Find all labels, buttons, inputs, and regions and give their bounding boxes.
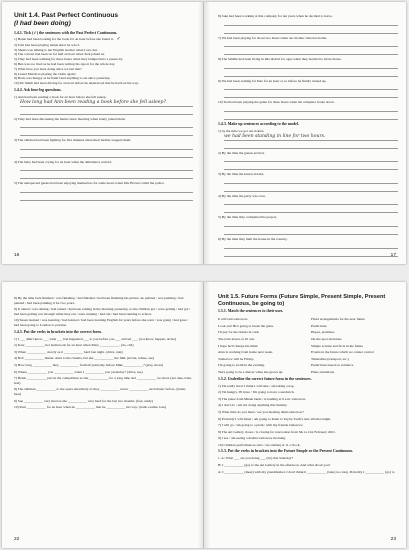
sentence-line: A: I ___________ (meet) with my grandmother. I don't think it ___________ (take) too long. Probably I ___________ (go) to	[218, 469, 395, 474]
answer-line	[224, 142, 398, 149]
sentence-line: 10) Paul ___________ for an hour when he ___________ that he ___________ his way. (walk, realise, lose)	[14, 405, 167, 410]
sentence-line: I'm going to swim in the evening.	[218, 363, 266, 368]
sentence-line: It will rain tomorrow.	[218, 317, 249, 322]
exercise-title: 1.4.3. Make up sentences according to the model.	[218, 121, 299, 126]
sentence-line: Simple actions and facts in the future	[311, 343, 364, 348]
page-number: 16	[14, 253, 20, 258]
exercise-2-list	[14, 95, 193, 201]
sentence-line: Look out! He's going to break the glass.	[218, 323, 274, 328]
sentence-line: 5) They had been walking for three hours when they bumped into a passer-by.	[14, 57, 124, 62]
sentence-line: 7) What have you been doing since we last met?	[14, 66, 82, 71]
sentence-line: 10) Susan learned / was learning / had learned / had been learning English for years before she went / was going / had gone / had been going to London to practise.	[14, 318, 189, 327]
sentence-line: 1) Helen had been looking for the book for an hour before she found it. ✓	[14, 37, 121, 42]
exercise-title: 1.5.2. Underline the correct future form in the sentences.	[218, 376, 312, 381]
sentence-line: 9) It rained / was raining / had rained / had been raining in the morning yesterday, so the children got / were getting / had got / had been getting wet through while they ran / were running / had run / had been running to school.	[14, 307, 191, 316]
sentence-line: 3) When ___________ slowly as it ___________ hard last night. (drive, rain)	[14, 349, 123, 354]
exercise-title: 1.5.3. Put the verbs in brackets into the Future Simple or the Present Continuous.	[218, 449, 353, 454]
answer-line	[224, 177, 398, 184]
page-number: 23	[390, 537, 396, 542]
unit-title: Unit 1.5. Future Forms (Future Simple, Present Simple, Present Continuous, be going to)	[218, 294, 386, 307]
answer-line	[20, 172, 193, 179]
answer-line: we had been standing in line for two hours.	[224, 134, 398, 141]
exercise-1-list	[14, 37, 193, 86]
sentence-line: 9) We had been waiting for Pete for an hour or so before he finally turned up.	[218, 78, 327, 83]
sentence-line: 1) I ___ didn't know ___ what ___ had happened ___ to you before you ___ arrived ___. (not know, happen, arrive)	[14, 336, 177, 341]
sentence-line: 2) Tom had been playing tennis since he was 5.	[14, 42, 81, 47]
answer-line	[224, 91, 398, 98]
answer-line	[224, 220, 398, 227]
sentence-line: The train leaves at 10 a.m.	[218, 336, 256, 341]
book-spread-top	[2, 2, 406, 264]
sentence-line: I'll pay for the tickets in cash.	[218, 330, 260, 335]
sentence-line: 8) The Smiths had been living in this district for ages when they decided to move house.	[218, 57, 342, 62]
sentence-line: Predictions based on evidence	[311, 363, 354, 368]
sentence-line: B: I ___________ (go) to the Art Gallery in the afternoon. And what about you?	[218, 463, 331, 468]
exercise-title: 1.4.5. Put the verbs in brackets into the correct form.	[14, 329, 102, 334]
sentence-line: 8) Lionel Martin is playing the violin again!	[14, 71, 76, 76]
sentence-line: 8) By the time Jack finished / was finishing / had finished / had been finishing his picture, he painted / was painting / had painted / had been painting it for two years.	[14, 296, 184, 305]
answer-line	[224, 250, 398, 257]
sentence-line: 6) Probably I will listen / am going to listen to Taylor Swift's new album tonight.	[218, 416, 332, 421]
sentence-line: 8) Jake had been working at this company for ten years when he decided to leave.	[218, 14, 333, 18]
answer-line	[224, 62, 398, 69]
answer-line	[224, 163, 398, 170]
sentence-line: 8) The children ___________ to the opera attentively as they ___________ never ___________ such music before. (listen, hear)	[14, 387, 186, 396]
answer-line	[224, 70, 398, 77]
sentence-line: 3) The plane from Minsk lands / is landing at 9 a.m. tomorrow.	[218, 396, 307, 401]
book-spread-bottom	[2, 282, 406, 548]
answer-line	[224, 113, 398, 120]
sentence-line: 1) I'm really tired. I think I will take / am taking a nap.	[218, 383, 295, 388]
question-text: 4) The baby had been crying for an hour when the ambulance arrived.	[14, 159, 112, 164]
match-left-column	[218, 315, 305, 374]
page-number: 17	[390, 253, 396, 258]
sentence-line: 4) I don't do / am not doing anything this Sunday.	[218, 403, 288, 408]
exercise-3-list	[218, 456, 398, 474]
answer-line: How long had Ann been reading a book before she fell asleep?	[20, 100, 193, 107]
question-text: 2) By the time the guests arrived,	[218, 150, 265, 155]
sentence-line: She's going to be a dancer when she grows up.	[218, 369, 284, 374]
answer-line	[20, 194, 193, 201]
sentence-line: Plans, intentions	[311, 369, 335, 374]
exercise-5-list	[14, 337, 193, 410]
answer-line	[224, 105, 398, 112]
exercise-continued-list	[218, 14, 398, 120]
question-text: 3) The children had been fighting for five minutes when their mother stopped them.	[14, 138, 132, 143]
answer-line	[20, 186, 193, 193]
sentence-line: Tomorrow will be Friday.	[218, 356, 254, 361]
sentence-line: 6) Where ___________ you ___________ when I ___________ you yesterday? (drive, see)	[14, 369, 143, 374]
sentence-line: On-the-spot decisions	[311, 336, 342, 341]
sentence-line: Fixed arrangements for the near future	[311, 317, 365, 322]
exercise-title: 1.5.1. Match the sentences to their uses.	[218, 309, 284, 314]
exercise-continued-list	[14, 296, 193, 328]
sentence-line: 10) Mr Smith had been driving for an hour before he understood that he had lost his way.	[14, 81, 139, 86]
answer-line	[224, 27, 398, 34]
sentence-line: 1. A: What ___ are you doing ___ (do) this Saturday?	[218, 456, 294, 461]
page-number: 22	[14, 537, 20, 542]
sentence-line: 2) I'm hungry. I'll have / I'm going to have a sandwich.	[218, 390, 295, 395]
sentence-line: Predictions	[311, 323, 327, 328]
answer-line	[224, 242, 398, 249]
answer-line	[224, 40, 398, 47]
sentence-line: 3) Sheila was talking to her English teacher when I saw her.	[14, 47, 98, 52]
page-22	[2, 282, 204, 548]
match-columns	[218, 315, 398, 374]
exercise-2-list	[218, 384, 398, 448]
question-text: 6) By the time they built the house in the country,	[218, 236, 288, 241]
answer-line	[20, 121, 193, 128]
question-text: 5) By the time they completed the project,	[218, 215, 278, 220]
unit-subtitle: (I had been doing)	[14, 20, 71, 27]
sentence-line: 7) I will go / am going to a picnic with my friends tomorrow.	[218, 423, 304, 428]
sentence-line: 7) Helen ___________ part in the competition as she ___________ for a long time and ___________ too tired. (not take, train, feel)	[14, 376, 192, 385]
answer-line	[224, 228, 398, 235]
match-right-column	[311, 315, 398, 374]
sentence-line: 2) Kate ___________ her homework for an hour when Mary ___________. (do, call)	[14, 343, 134, 348]
sentence-line: 5) What time do you meet / are you meeting them tomorrow?	[218, 409, 304, 414]
question-text: 3) By the time the lesson started,	[218, 172, 264, 177]
exercise-3-list	[218, 129, 398, 257]
sentence-line: Events in the future which we cannot control	[311, 350, 374, 355]
sentence-line: 6) Ben was too tired as he had been writing his report for the whole day.	[14, 61, 116, 66]
answer-line	[20, 143, 193, 150]
sentence-line: I hope he'll change his mind.	[218, 343, 259, 348]
sentence-line: 9) Boris was hungry as he hadn't had anything to eat since yesterday.	[14, 76, 111, 81]
check-mark: ✓	[116, 37, 121, 42]
answer-line	[224, 206, 398, 213]
sentence-line: 8) The Art Gallery closes / is closing for renovation from 5th to 21st February 2021.	[218, 429, 336, 434]
exercise-title: 1.4.1. Tick (✓) the sentences with the Past Perfect Continuous.	[14, 31, 118, 35]
question-text: 1) Ann had been reading a book for an hour before she fell asleep.	[14, 94, 107, 99]
page-17	[204, 2, 406, 264]
answer-line	[20, 164, 193, 171]
answer-line	[20, 108, 193, 115]
question-text: 4) By the time the party was over,	[218, 193, 266, 198]
answer-line	[224, 155, 398, 162]
question-text: 5) The unexpected guests had been enjoying themselves for some hours when Mrs Brown called the police.	[14, 181, 165, 186]
answer-line	[224, 48, 398, 55]
page-23	[204, 282, 406, 548]
sentence-line: 7) We had been playing for about two hours when our mother called us home.	[218, 35, 328, 40]
sentence-line: 4) Bob ___________ dinner. Aunt to the cinema, but she ___________ the film. (invite, refuse, see)	[14, 356, 154, 361]
question-text: 2) They had been discussing the matter since morning when Jenny joined them.	[14, 116, 126, 121]
sentence-line: Alan is working from home next week.	[218, 350, 273, 355]
question-text: 1) by the time we got our tickets,	[218, 128, 265, 133]
sentence-line: Hopes, promises	[311, 330, 335, 335]
answer-line	[224, 19, 398, 26]
answer-line	[20, 151, 193, 158]
unit-title: Unit 1.4. Past Perfect Continuous	[14, 12, 119, 19]
sentence-line: 10) Ted had been playing the game for three hours when his computer broke down.	[218, 100, 335, 105]
sentence-line: 4) The concert had been on for half an hour when Jack joined us.	[14, 52, 105, 57]
sentence-line: 5) How long ___________ they ___________ football yesterday before Mike ___________? (play, move)	[14, 362, 164, 367]
sentence-line: 9) Sue ___________ very tired as she ___________ very hard for the last two months. (feel, study)	[14, 398, 154, 403]
sentence-line: 10) Children performances start / are starting at 11 o'clock.	[218, 442, 301, 447]
exercise-title: 1.4.2. Ask four-leg questions.	[14, 87, 62, 92]
answer-line	[20, 129, 193, 136]
answer-line	[224, 185, 398, 192]
answer-line	[224, 83, 398, 90]
page-16	[2, 2, 204, 264]
answer-line	[224, 198, 398, 205]
sentence-line: Timetables (transport, etc.)	[311, 356, 349, 361]
sentence-line: 9) I see / am seeing a dentist tomorrow morning.	[218, 436, 287, 441]
